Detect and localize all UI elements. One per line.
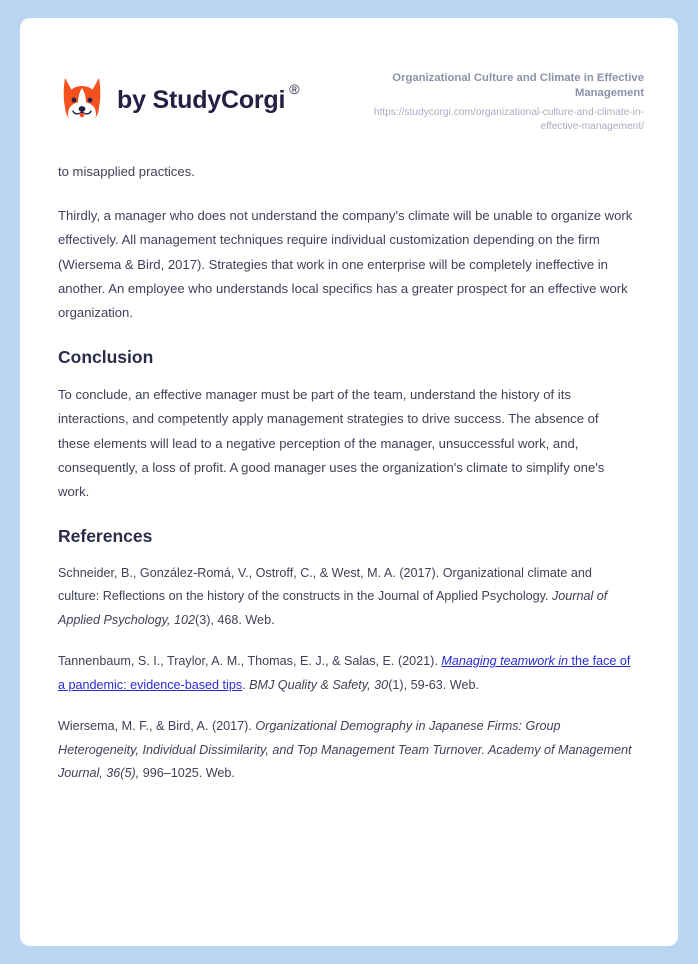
reference-tail: (1), 59-63. Web. [388,677,479,692]
reference-after-link: . [242,677,250,692]
reference-authors: Wiersema, M. F., & Bird, A. (2017). [58,719,256,734]
registered-trademark-icon: ® [289,80,300,97]
reference-item [58,715,634,785]
reference-source: BMJ Quality & Safety, 30 [249,677,389,692]
document-url[interactable]: https://studycorgi.com/organizational-culture-and-climate-in-effective-management/ [373,107,644,133]
document-meta [344,66,644,134]
reference-item [58,650,634,697]
brand-name-label: by StudyCorgi [117,85,286,114]
reference-item [58,562,634,632]
reference-link-italic-part: Managing teamwork in [441,654,569,669]
reference-source: Journal of Applied Psychology, 102 [58,589,608,627]
document-content [20,134,678,786]
paragraph-continuation: to misapplied practices. [58,163,195,179]
reference-authors: Tannenbaum, S. I., Traylor, A. M., Thomas, E. J., & Salas, E. (2021). [58,654,442,669]
corgi-head-icon [58,74,106,126]
reference-source: Organizational Demography in Japanese Firms: Group Heterogeneity, Individual Dissimilarity, and Top Management Team Turnover. Academy of Management Journal, 36(5), [58,719,632,780]
paragraph-conclusion: To conclude, an effective manager must be part of the team, understand the history of its interactions, and competently apply management strategies to drive success. The absence of these elements will lead to a negative perception of the manager, unsuccessful work, and, consequently, a loss of profit. A good manager uses the organization's climate to simplify one's work. [58,387,605,499]
document-title: Organizational Culture and Climate in Effective Management [392,72,644,99]
reference-link-plain-part: the face of a pandemic: evidence-based tips [58,654,631,692]
page-header [20,18,678,134]
reference-authors: Schneider, B., González-Romá, V., Ostroff, C., & West, M. A. (2017). [58,566,443,581]
heading-references: References [58,526,153,547]
reference-tail: (3), 468. Web. [195,612,275,627]
reference-article-title: Organizational climate and culture: Reflections on the history of the constructs in the Journal of Applied Psychology. [58,566,592,604]
brand-name [117,80,300,114]
heading-conclusion: Conclusion [58,347,154,368]
studycorgi-logo[interactable] [58,66,299,126]
reference-tail: 996–1025. Web. [139,765,235,780]
paragraph-thirdly: Thirdly, a manager who does not understand the company's climate will be unable to organize work effectively. All management techniques require individual customization depending on the firm (Wiersema & Bird, 2017). Strategies that work in one enterprise will be completely ineffective in another. An employee who understands local specifics has a greater prospect for an effective work organization. [58,208,633,320]
document-page [20,18,678,946]
